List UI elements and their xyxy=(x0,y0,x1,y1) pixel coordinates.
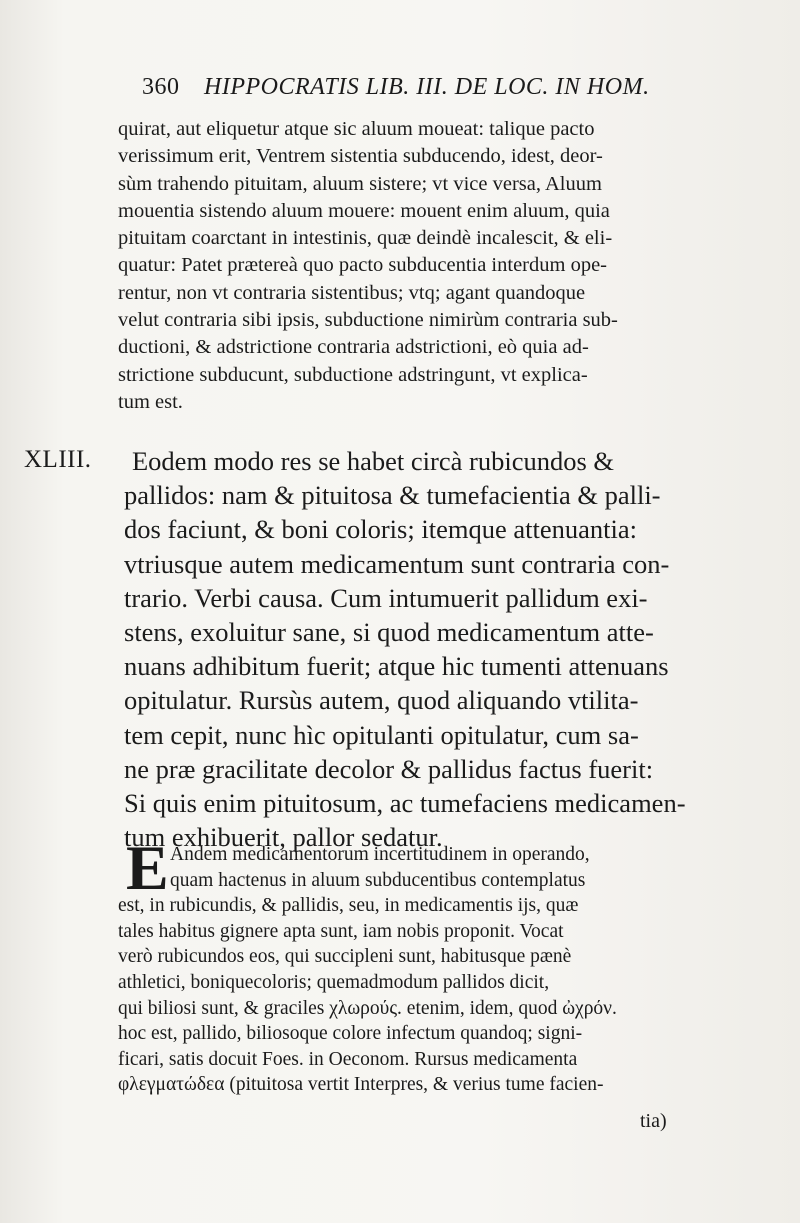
running-title: HIPPOCRATIS LIB. III. DE LOC. IN HOM. xyxy=(204,74,650,100)
text-line: pituitam coarctant in intestinis, quæ deindè incalescit, & eli- xyxy=(118,227,613,250)
section-text xyxy=(124,444,710,854)
text-line: quirat, aut eliquetur atque sic aluum moueat: talique pacto xyxy=(118,118,595,140)
section-marker: XLIII. xyxy=(24,446,92,473)
text-line: Eodem modo res se habet circà rubicundos & xyxy=(132,446,615,476)
text-line: est, in rubicundis, & pallidis, seu, in medicamentis ijs, quæ xyxy=(118,895,579,917)
text-line: qui biliosi sunt, & graciles χλωρούς. etenim, idem, quod ὠχρόν. xyxy=(118,997,617,1019)
text-line: strictione subducunt, subductione adstringunt, vt explica- xyxy=(118,363,588,386)
text-line: rentur, non vt contraria sistentibus; vtq; agant quandoque xyxy=(118,281,586,304)
page-number: 360 xyxy=(142,74,180,100)
text-line: quam hactenus in aluum subducentibus contemplatus xyxy=(170,869,586,891)
catchword: tia) xyxy=(640,1110,667,1132)
text-line: stens, exoluitur sane, si quod medicamentum atte- xyxy=(124,617,654,648)
text-line: ficari, satis docuit Foes. in Oeconom. Rursus medicamenta xyxy=(118,1048,578,1070)
text-line: ductioni, & adstrictione contraria adstrictioni, eò quia ad- xyxy=(118,336,589,359)
text-line: nuans adhibitum fuerit; atque hic tumenti attenuans xyxy=(124,651,669,682)
text-line: hoc est, pallido, biliosoque colore infectum quandoq; signi- xyxy=(118,1023,583,1045)
text-line: tales habitus gignere apta sunt, iam nobis proponit. Vocat xyxy=(118,920,564,942)
text-line: pallidos: nam & pituitosa & tumefacientia & palli- xyxy=(124,480,661,511)
text-line: Si quis enim pituitosum, ac tumefaciens medicamen- xyxy=(124,788,686,819)
commentary-paragraph xyxy=(118,842,708,1098)
text-line: sùm trahendo pituitam, aluum sistere; vt vice versa, Aluum xyxy=(118,172,602,195)
text-line: velut contraria sibi ipsis, subductione nimirùm contraria sub- xyxy=(118,309,618,332)
text-line: dos faciunt, & boni coloris; itemque attenuantia: xyxy=(124,514,637,545)
continuation-paragraph xyxy=(118,116,708,416)
text-line: tum est. xyxy=(118,390,183,413)
text-line: trario. Verbi causa. Cum intumuerit pallidum exi- xyxy=(124,582,648,613)
text-line: verò rubicundos eos, qui succipleni sunt, habitusque pænè xyxy=(118,946,572,968)
text-line: quatur: Patet prætereà quo pacto subducentia interdum ope- xyxy=(118,254,607,277)
text-line: tem cepit, nunc hìc opitulanti opitulatur, cum sa- xyxy=(124,719,639,750)
text-line: mouentia sistendo aluum mouere: mouent enim aluum, quia xyxy=(118,199,610,222)
text-line: verissimum erit, Ventrem sistentia subducendo, idest, deor- xyxy=(118,145,603,168)
text-line: opitulatur. Rursùs autem, quod aliquando vtilita- xyxy=(124,685,639,716)
text-line: vtriusque autem medicamentum sunt contraria con- xyxy=(124,548,670,579)
text-line: tum exhibuerit, pallor sedatur. xyxy=(124,822,443,853)
drop-cap: E xyxy=(126,832,169,903)
text-line: φλεγματώδεα (pituitosa vertit Interpres, & verius tume facien- xyxy=(118,1074,604,1096)
text-line: athletici, boniquecoloris; quemadmodum pallidos dicit, xyxy=(118,971,550,993)
text-line: Andem medicamentorum incertitudinem in operando, xyxy=(170,844,590,865)
text-line: ne præ gracilitate decolor & pallidus factus fuerit: xyxy=(124,753,654,784)
running-header xyxy=(142,74,682,101)
